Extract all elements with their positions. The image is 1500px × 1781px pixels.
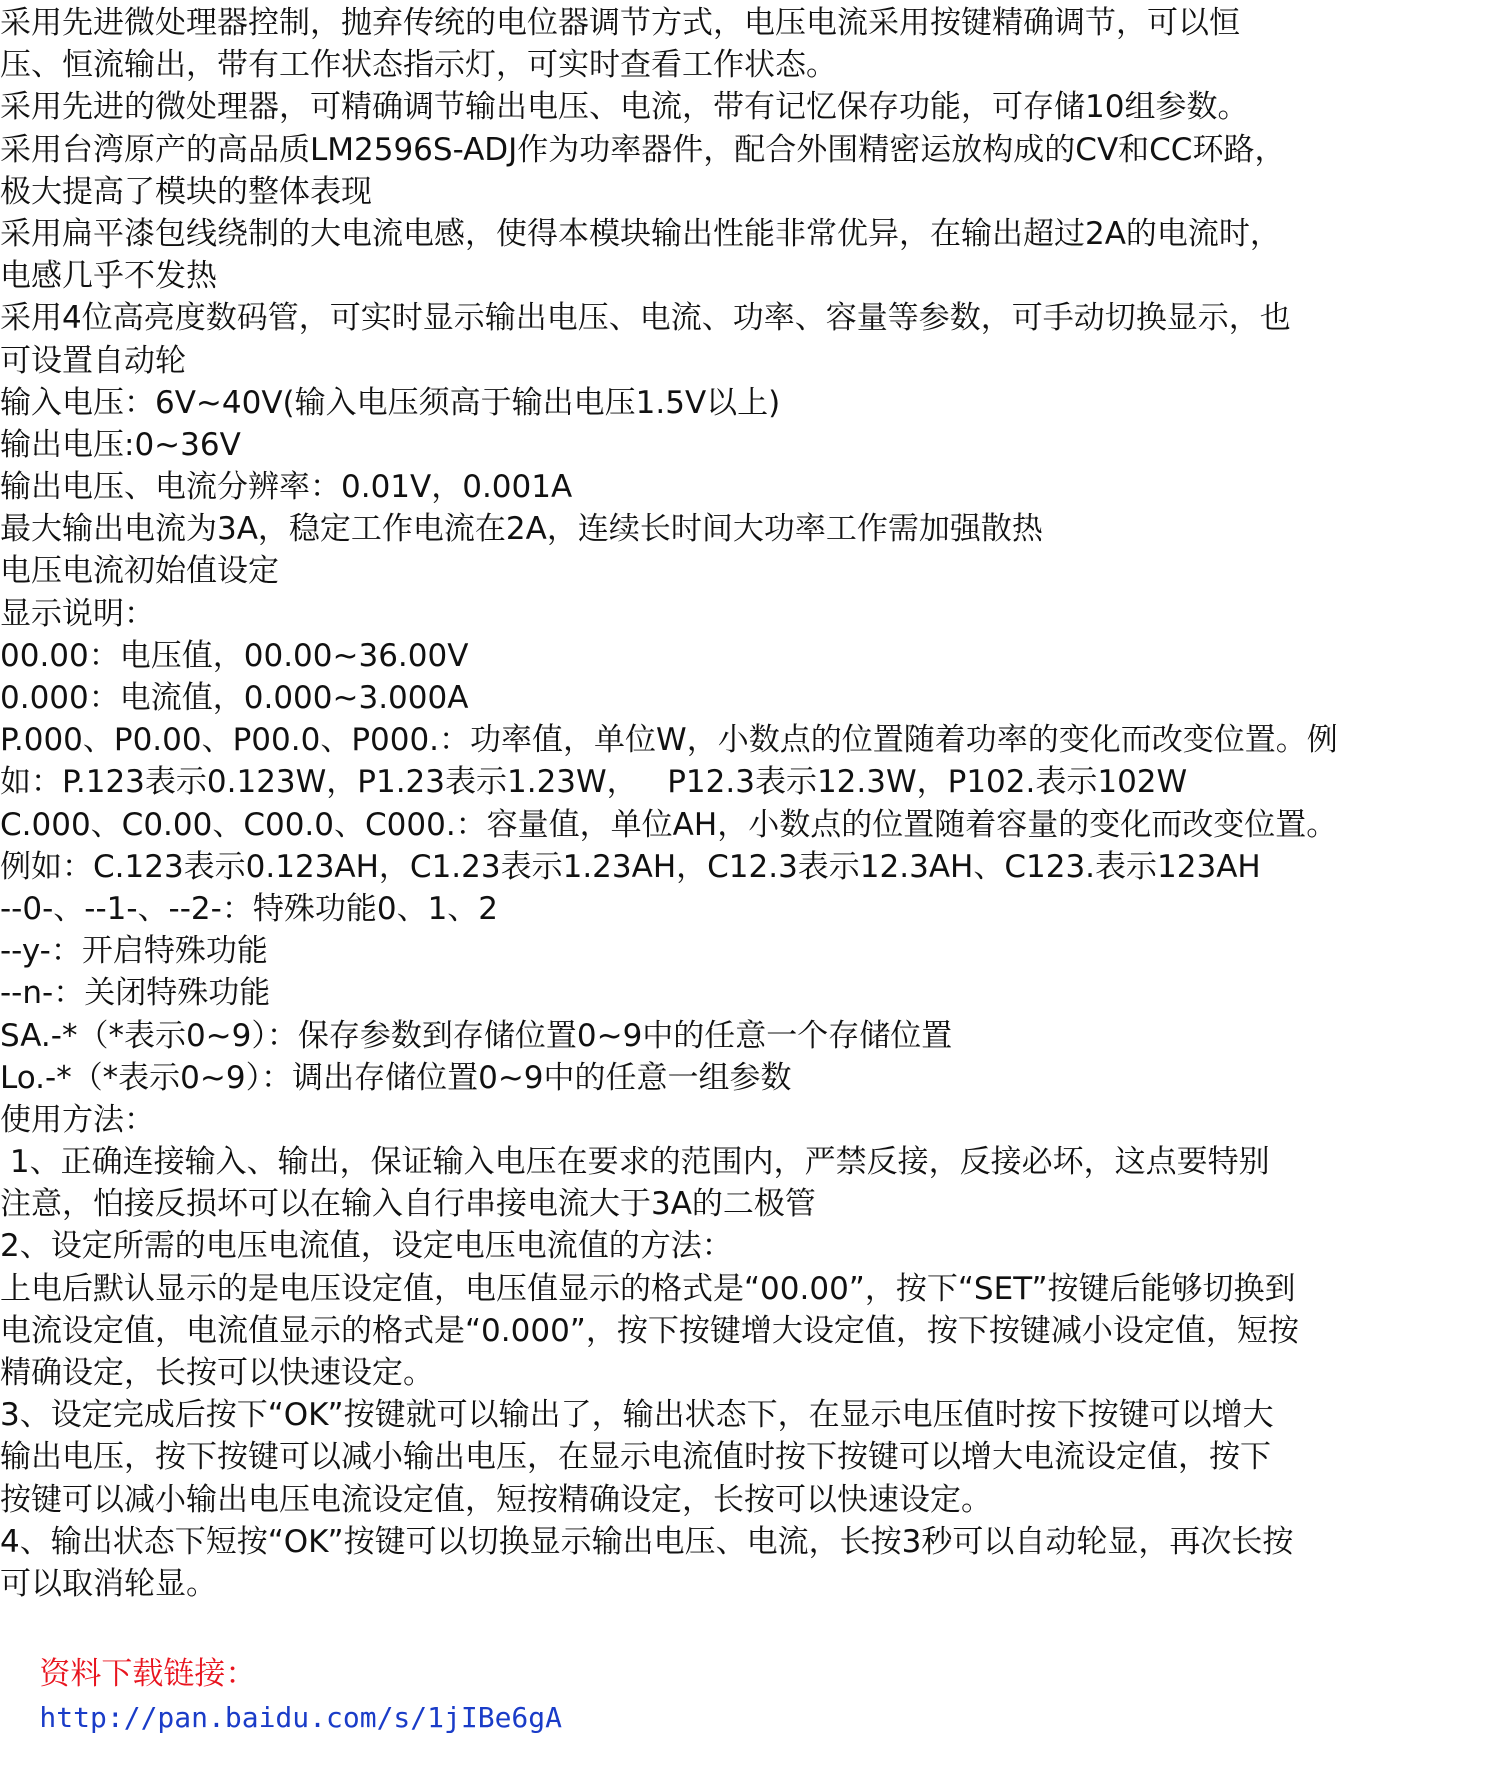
text-line: 精确设定，长按可以快速设定。: [0, 1355, 434, 1391]
text-line: 极大提高了模块的整体表现: [0, 173, 372, 210]
text-line: 显示说明：: [0, 595, 155, 632]
text-line: P.000、P0.00、P00.0、P000.：功率值，单位W，小数点的位置随着功率的变化而改变位置。例: [0, 722, 1338, 759]
text-line: 使用方法：: [0, 1101, 155, 1138]
download-line: [0, 1611, 1500, 1734]
text-line: 压、恒流输出，带有工作状态指示灯，可实时查看工作状态。: [0, 47, 837, 84]
text-line: 采用先进微处理器控制，抛弃传统的电位器调节方式，电压电流采用按键精确调节，可以恒: [0, 5, 1240, 41]
text-line: 电流设定值，电流值显示的格式是“0.000”，按下按键增大设定值，按下按键减小设定值，短按: [0, 1312, 1299, 1349]
text-line: 采用4位高亮度数码管，可实时显示输出电压、电流、功率、容量等参数，可手动切换显示，也: [0, 300, 1291, 337]
text-line: 00.00：电压值，00.00~36.00V: [0, 637, 469, 674]
text-line: 例如：C.123表示0.123AH，C1.23表示1.23AH，C12.3表示12.3AH、C123.表示123AH: [0, 848, 1261, 885]
text-line: --n-：关闭特殊功能: [0, 975, 271, 1012]
text-line: 上电后默认显示的是电压设定值，电压值显示的格式是“00.00”，按下“SET”按键后能够切换到: [0, 1270, 1296, 1307]
text-line: 1、正确连接输入、输出，保证输入电压在要求的范围内，严禁反接，反接必坏，这点要特别: [0, 1144, 1270, 1181]
text-line: --y-：开启特殊功能: [0, 933, 268, 970]
text-line: 注意，怕接反损坏可以在输入自行串接电流大于3A的二极管: [0, 1186, 816, 1223]
text-line: 3、设定完成后按下“OK”按键就可以输出了，输出状态下，在显示电压值时按下按键可以增大: [0, 1397, 1274, 1434]
document-body: [0, 2, 1500, 1734]
text-line: 如：P.123表示0.123W，P1.23表示1.23W， P12.3表示12.3W，P102.表示102W: [0, 764, 1188, 801]
text-line: 0.000：电流值，0.000~3.000A: [0, 680, 469, 716]
text-line: 输出电压:0~36V: [0, 426, 241, 463]
text-line: 输入电压：6V~40V(输入电压须高于输出电压1.5V以上): [0, 384, 781, 421]
text-line: 4、输出状态下短按“OK”按键可以切换显示输出电压、电流，长按3秒可以自动轮显，再次长按: [0, 1523, 1294, 1560]
text-line: 可以取消轮显。: [0, 1565, 217, 1602]
text-line: SA.-*（*表示0~9）：保存参数到存储位置0~9中的任意一个存储位置: [0, 1017, 953, 1054]
text-line: 最大输出电流为3A，稳定工作电流在2A，连续长时间大功率工作需加强散热: [0, 511, 1043, 548]
text-line: 采用扁平漆包线绕制的大电流电感，使得本模块输出性能非常优异，在输出超过2A的电流时，: [0, 215, 1281, 252]
text-line: 电压电流初始值设定: [0, 553, 279, 590]
text-line: 可设置自动轮: [0, 342, 186, 379]
text-line: 2、设定所需的电压电流值，设定电压电流值的方法：: [0, 1228, 733, 1265]
text-line: 采用台湾原产的高品质LM2596S-ADJ作为功率器件，配合外围精密运放构成的CV和CC环路，: [0, 131, 1286, 168]
text-line: C.000、C0.00、C00.0、C000.：容量值，单位AH，小数点的位置随着容量的变化而改变位置。: [0, 806, 1338, 843]
text-line: 输出电压、电流分辨率：0.01V，0.001A: [0, 469, 573, 506]
text-line: 按键可以减小输出电压电流设定值，短按精确设定，长按可以快速设定。: [0, 1481, 992, 1518]
text-line: 采用先进的微处理器，可精确调节输出电压、电流，带有记忆保存功能，可存储10组参数。: [0, 89, 1249, 126]
text-line: --0-、--1-、--2-：特殊功能0、1、2: [0, 890, 499, 927]
text-line: 输出电压，按下按键可以减小输出电压，在显示电流值时按下按键可以增大电流设定值，按下: [0, 1439, 1271, 1476]
text-line: Lo.-*（*表示0~9）：调出存储位置0~9中的任意一组参数: [0, 1059, 792, 1096]
paragraph-lines: [0, 2, 1500, 1605]
text-line: 电感几乎不发热: [0, 258, 217, 295]
download-label: 资料下载链接：: [39, 1656, 257, 1693]
download-url-link[interactable]: http://pan.baidu.com/s/1jIBe6gA: [39, 1700, 563, 1734]
